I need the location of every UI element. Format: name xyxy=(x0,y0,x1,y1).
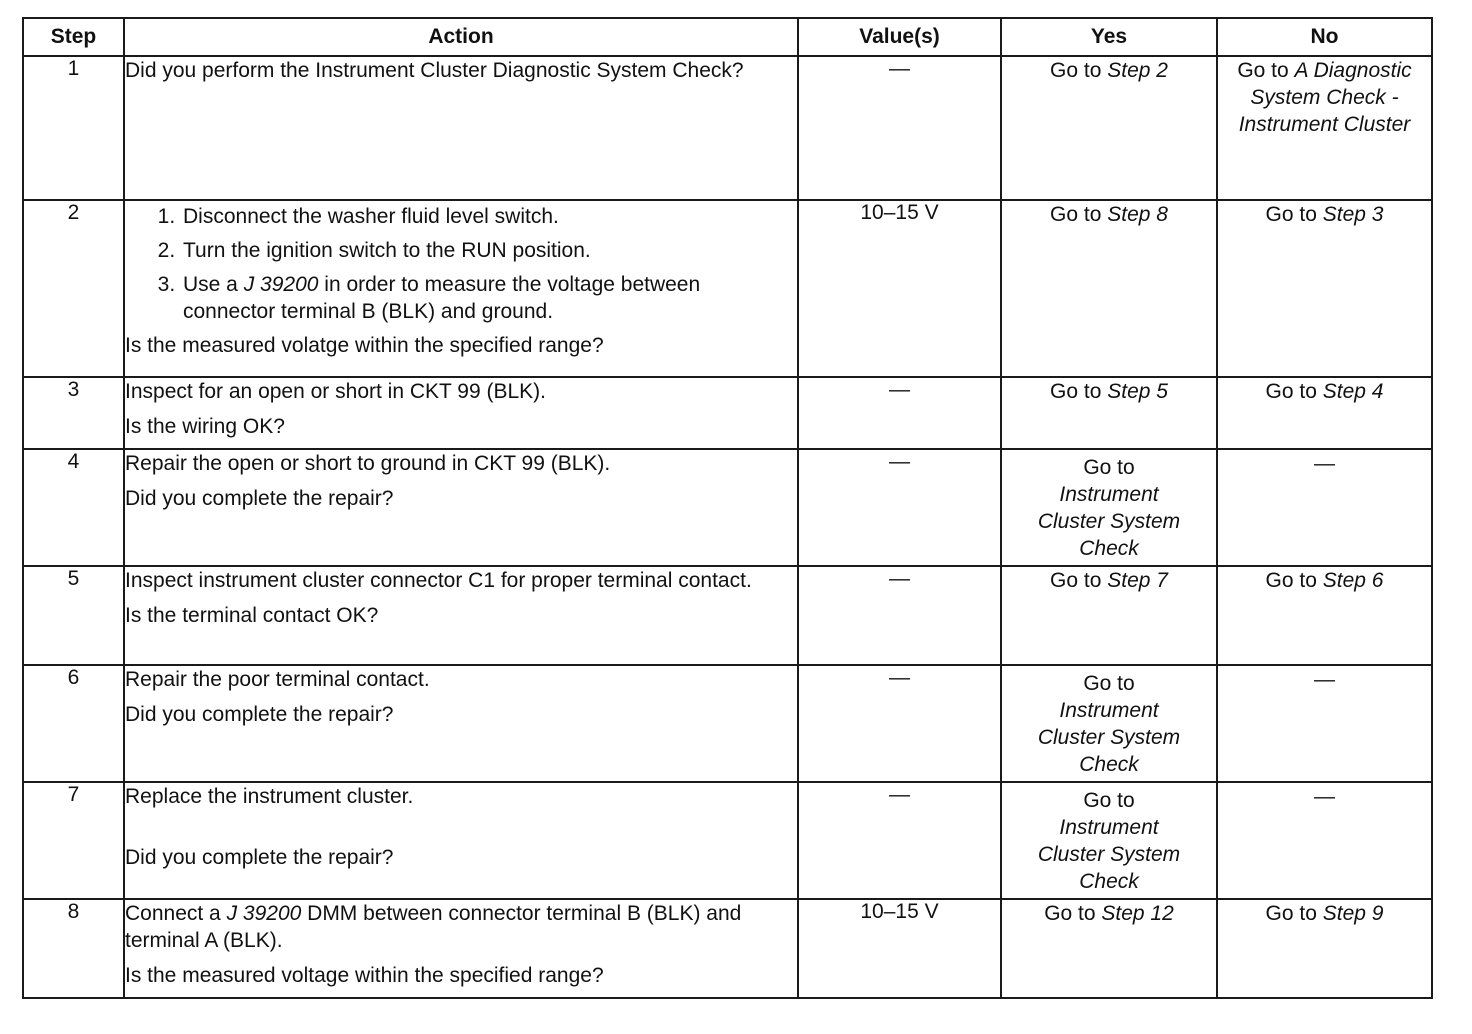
action-text-part: DMM between connector terminal B (BLK) and terminal A (BLK). xyxy=(125,902,742,952)
yes-prefix: Go to xyxy=(1083,672,1135,695)
question-text: Did you complete the repair? xyxy=(125,846,394,869)
step-number: 5 xyxy=(23,566,124,665)
yes-prefix: Go to xyxy=(1044,902,1102,925)
question-text: Is the wiring OK? xyxy=(125,415,285,438)
step-number: 2 xyxy=(23,200,124,377)
table-row xyxy=(23,665,1432,782)
yes-cell xyxy=(1001,782,1217,899)
value-cell: — xyxy=(798,665,1001,782)
yes-cell xyxy=(1001,566,1217,665)
no-prefix: Go to xyxy=(1237,59,1295,82)
yes-cell xyxy=(1001,200,1217,377)
action-text: Did you perform the Instrument Cluster Diagnostic System Check? xyxy=(125,59,744,82)
substep-text: Use a xyxy=(183,273,244,296)
action-cell xyxy=(124,56,798,200)
yes-step-ref: Step 7 xyxy=(1107,569,1168,592)
table-row xyxy=(23,782,1432,899)
yes-cell xyxy=(1001,665,1217,782)
yes-prefix: Go to xyxy=(1050,380,1108,403)
yes-link-text: Instrument Cluster System Check xyxy=(1037,483,1181,560)
no-cell xyxy=(1217,566,1432,665)
header-step: Step xyxy=(23,18,124,56)
table-row xyxy=(23,566,1432,665)
header-yes: Yes xyxy=(1001,18,1217,56)
yes-step-ref: Step 8 xyxy=(1107,203,1168,226)
action-text: Repair the open or short to ground in CKT 99 (BLK). xyxy=(125,452,611,475)
step-number: 7 xyxy=(23,782,124,899)
substep-list xyxy=(125,203,797,325)
substep-item: 1. Disconnect the washer fluid level switch. xyxy=(181,203,797,230)
yes-step-ref: Step 12 xyxy=(1101,902,1174,925)
value-cell: 10–15 V xyxy=(798,200,1001,377)
no-step-ref: Step 4 xyxy=(1322,380,1384,403)
action-text: Inspect instrument cluster connector C1 for proper terminal contact. xyxy=(125,569,752,592)
table-row xyxy=(23,377,1432,449)
action-text xyxy=(125,900,797,954)
value-cell: 10–15 V xyxy=(798,899,1001,998)
substep-text: in order to measure the voltage between connector terminal B (BLK) and ground. xyxy=(183,273,701,323)
question-text: Is the measured volatge within the specified range? xyxy=(125,334,604,357)
step-number: 4 xyxy=(23,449,124,566)
yes-cell xyxy=(1001,449,1217,566)
value-cell: — xyxy=(798,377,1001,449)
yes-prefix: Go to xyxy=(1050,203,1108,226)
question-text: Is the measured voltage within the specified range? xyxy=(125,964,604,987)
question-text: Did you complete the repair? xyxy=(125,487,394,510)
yes-cell xyxy=(1001,56,1217,200)
table-row xyxy=(23,56,1432,200)
header-action: Action xyxy=(124,18,798,56)
no-prefix: Go to xyxy=(1265,569,1323,592)
substep-item: 2. Turn the ignition switch to the RUN position. xyxy=(181,237,797,264)
value-cell: — xyxy=(798,782,1001,899)
step-number: 3 xyxy=(23,377,124,449)
no-cell xyxy=(1217,200,1432,377)
action-cell xyxy=(124,899,798,998)
header-values: Value(s) xyxy=(798,18,1001,56)
no-step-ref: A Diagnostic System Check - Instrument Cluster xyxy=(1238,59,1412,136)
question-text: Did you complete the repair? xyxy=(125,703,394,726)
no-cell xyxy=(1217,899,1432,998)
header-row xyxy=(23,18,1432,56)
value-cell: — xyxy=(798,566,1001,665)
table-row xyxy=(23,899,1432,998)
step-number: 6 xyxy=(23,665,124,782)
no-step-ref: Step 9 xyxy=(1322,902,1384,925)
tool-ref: J 39200 xyxy=(226,902,302,925)
substep-item xyxy=(181,271,797,325)
action-cell xyxy=(124,377,798,449)
step-number: 1 xyxy=(23,56,124,200)
action-cell xyxy=(124,200,798,377)
value-cell: — xyxy=(798,56,1001,200)
question-text: Is the terminal contact OK? xyxy=(125,604,379,627)
yes-prefix: Go to xyxy=(1050,569,1108,592)
yes-step-ref: Step 2 xyxy=(1107,59,1168,82)
yes-cell xyxy=(1001,377,1217,449)
no-cell: — xyxy=(1217,782,1432,899)
no-prefix: Go to xyxy=(1265,902,1323,925)
no-step-ref: Step 3 xyxy=(1322,203,1384,226)
table-row xyxy=(23,200,1432,377)
no-cell: — xyxy=(1217,449,1432,566)
action-cell xyxy=(124,566,798,665)
no-prefix: Go to xyxy=(1265,203,1323,226)
header-no: No xyxy=(1217,18,1432,56)
value-cell: — xyxy=(798,449,1001,566)
action-text: Replace the instrument cluster. xyxy=(125,785,414,808)
yes-link-text: Instrument Cluster System Check xyxy=(1037,816,1181,893)
no-cell xyxy=(1217,56,1432,200)
yes-prefix: Go to xyxy=(1050,59,1108,82)
yes-prefix: Go to xyxy=(1083,456,1135,479)
tool-ref: J 39200 xyxy=(243,273,319,296)
no-cell: — xyxy=(1217,665,1432,782)
yes-prefix: Go to xyxy=(1083,789,1135,812)
action-cell xyxy=(124,782,798,899)
action-text: Inspect for an open or short in CKT 99 (BLK). xyxy=(125,380,546,403)
table-row xyxy=(23,449,1432,566)
step-number: 8 xyxy=(23,899,124,998)
no-cell xyxy=(1217,377,1432,449)
action-text: Repair the poor terminal contact. xyxy=(125,668,430,691)
action-cell xyxy=(124,665,798,782)
yes-link-text: Instrument Cluster System Check xyxy=(1037,699,1181,776)
no-step-ref: Step 6 xyxy=(1322,569,1384,592)
action-text-part: Connect a xyxy=(125,902,227,925)
diagnostic-table xyxy=(22,17,1433,999)
action-cell xyxy=(124,449,798,566)
yes-step-ref: Step 5 xyxy=(1107,380,1168,403)
no-prefix: Go to xyxy=(1265,380,1323,403)
yes-cell xyxy=(1001,899,1217,998)
